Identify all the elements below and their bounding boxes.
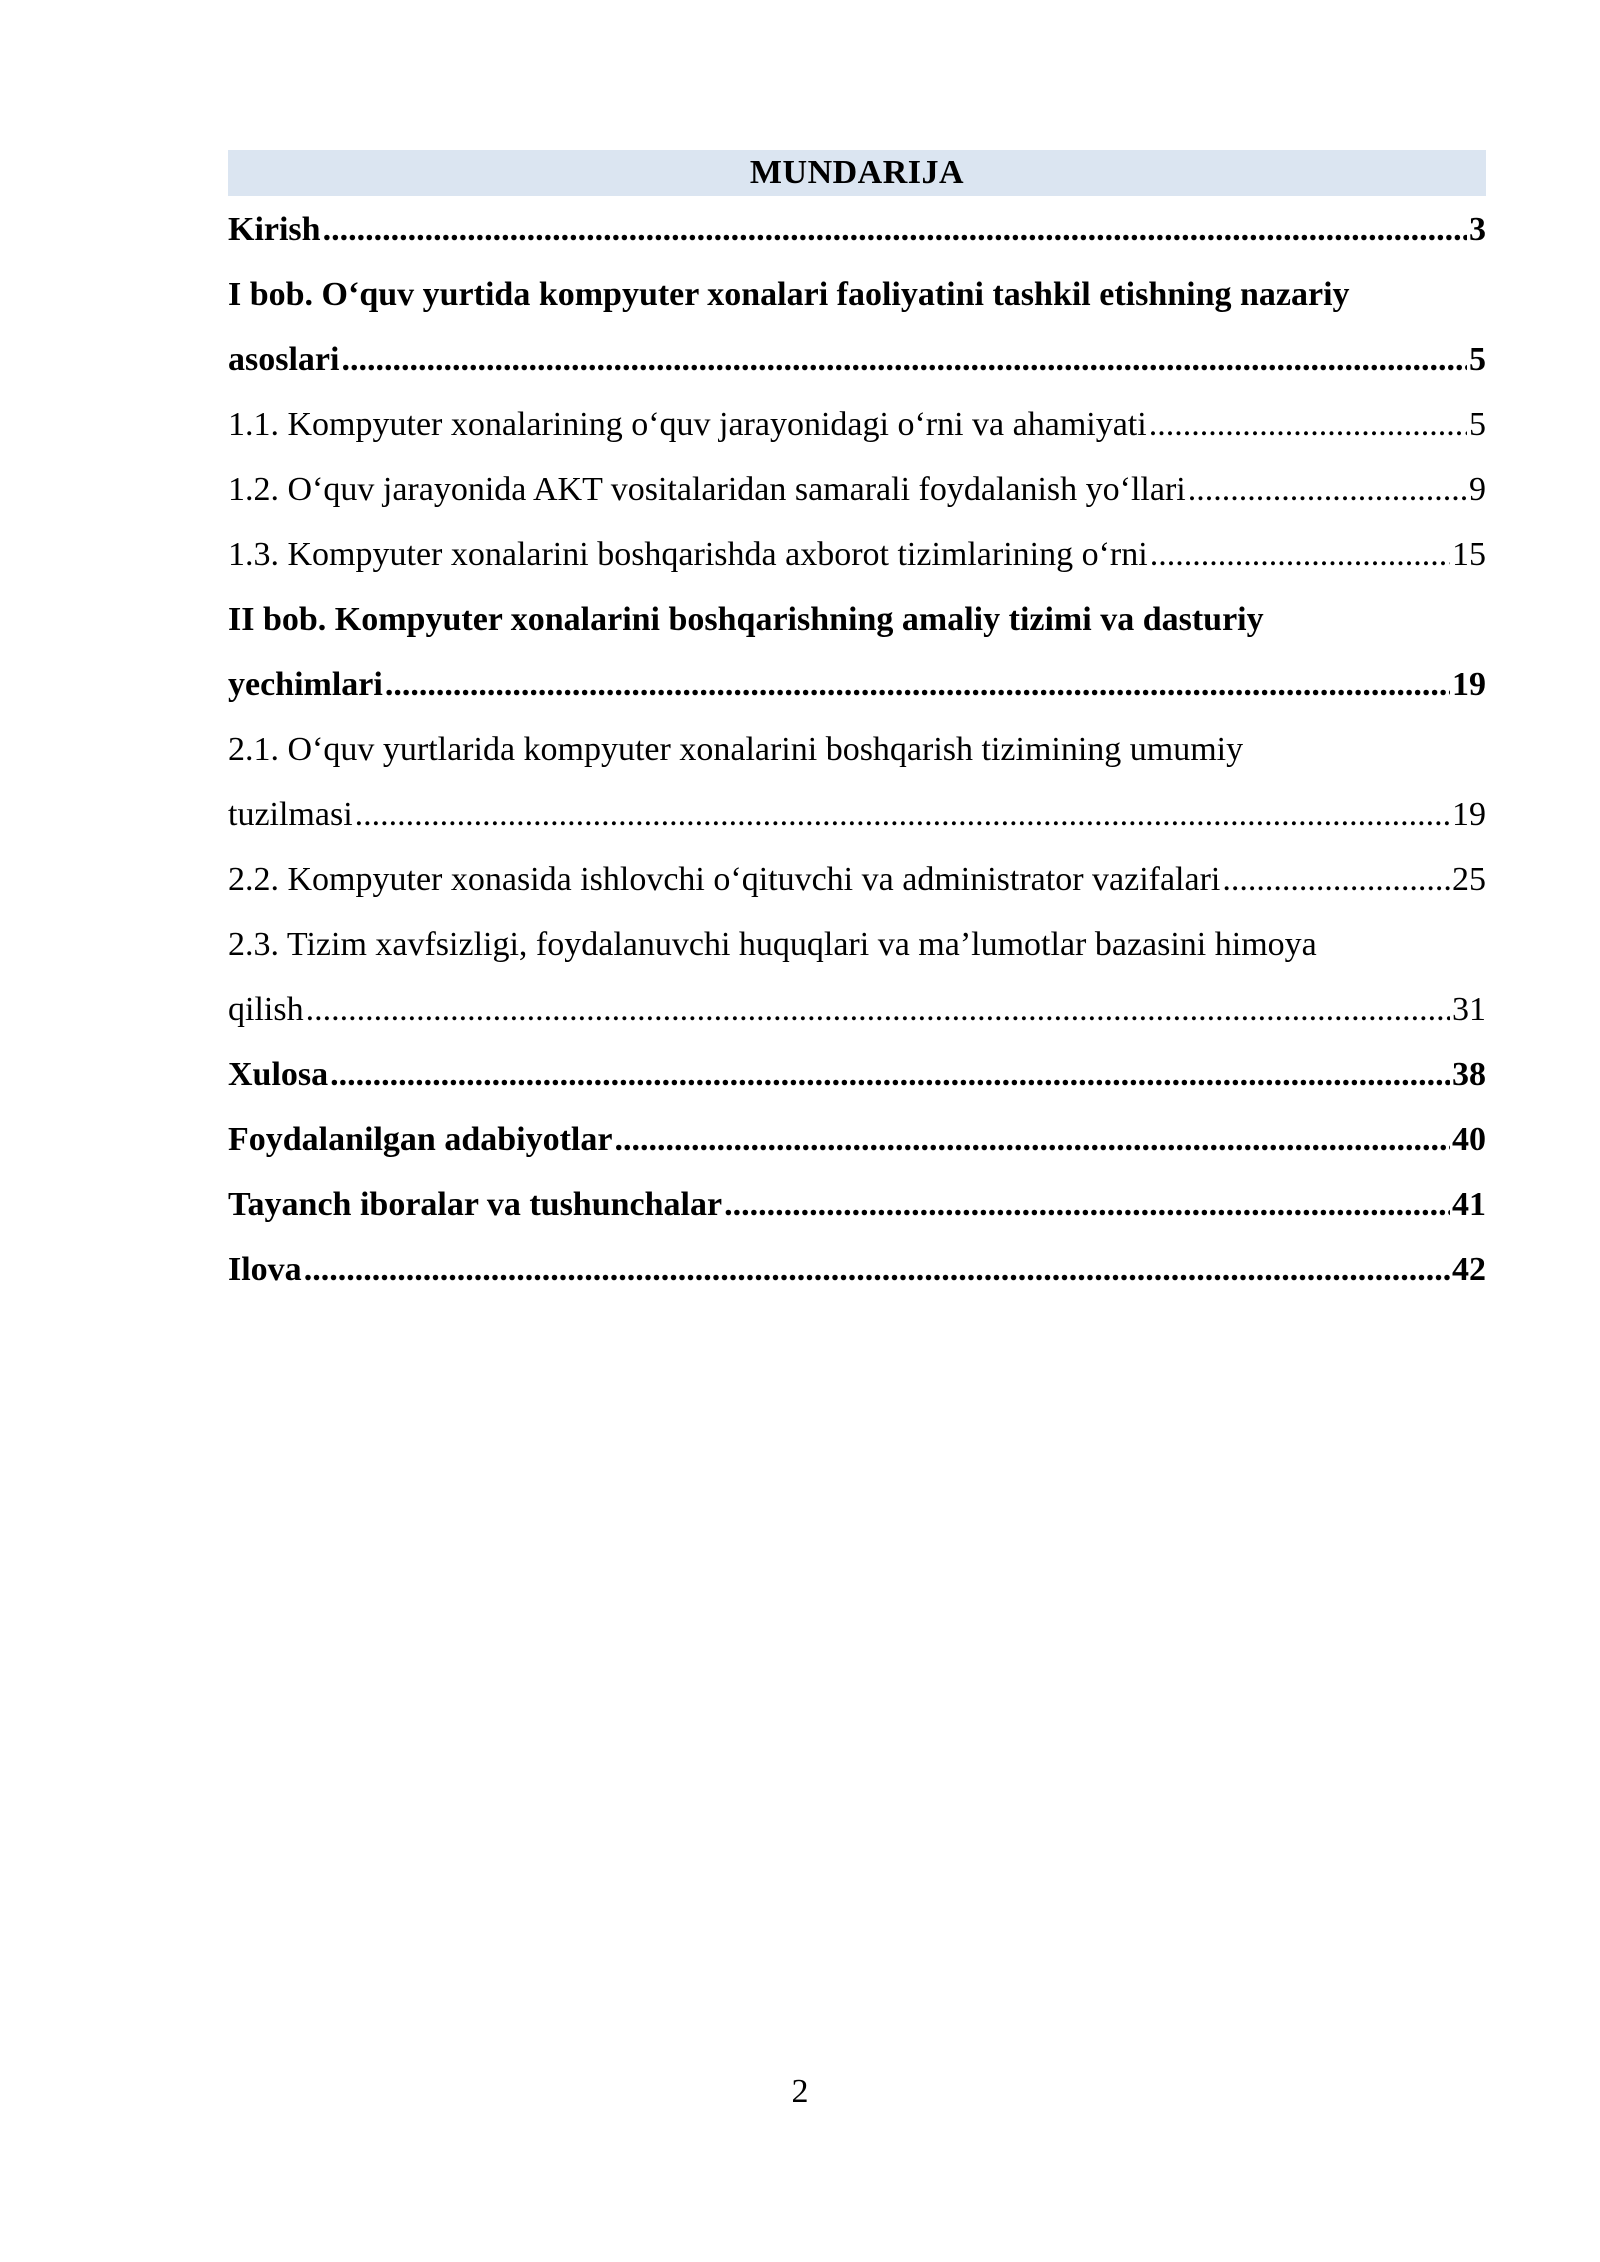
toc-entry-line xyxy=(228,652,1486,717)
toc-entry-page: 25 xyxy=(1452,861,1486,898)
toc-entry-page: 9 xyxy=(1469,471,1486,508)
dot-leader xyxy=(1188,457,1467,522)
toc-entry-label: Foydalanilgan adabiyotlar xyxy=(228,1121,613,1158)
toc-entry-page: 41 xyxy=(1452,1186,1486,1223)
toc-entry[interactable] xyxy=(228,847,1486,912)
toc-entry-line xyxy=(228,1172,1486,1237)
toc-entry-page: 38 xyxy=(1452,1056,1486,1093)
toc-entry-line xyxy=(228,977,1486,1042)
toc-entry-line xyxy=(228,847,1486,912)
toc-entry-page: 15 xyxy=(1452,536,1486,573)
dot-leader xyxy=(323,197,1467,262)
toc-entry[interactable] xyxy=(228,522,1486,587)
toc-entry[interactable] xyxy=(228,587,1486,717)
toc-entry-label: yechimlari xyxy=(228,666,383,703)
toc-entry-line xyxy=(228,197,1486,262)
toc-entry-line xyxy=(228,782,1486,847)
toc-entry-line xyxy=(228,1107,1486,1172)
toc-entry[interactable] xyxy=(228,1107,1486,1172)
toc-entry-page: 42 xyxy=(1452,1251,1486,1288)
toc-entry-label: 1.1. Kompyuter xonalarining o‘quv jarayonidagi o‘rni va ahamiyati xyxy=(228,406,1147,443)
toc-entry-page: 19 xyxy=(1452,796,1486,833)
dot-leader xyxy=(330,1042,1450,1107)
toc-entry-label: asoslari xyxy=(228,341,340,378)
toc-entry-label: 2.2. Kompyuter xonasida ishlovchi o‘qituvchi va administrator vazifalari xyxy=(228,861,1221,898)
toc-entry-label: Tayanch iboralar va tushunchalar xyxy=(228,1186,723,1223)
toc-entry-page: 3 xyxy=(1469,211,1486,248)
toc-entry-title-line: 2.3. Tizim xavfsizligi, foydalanuvchi huquqlari va ma’lumotlar bazasini himoya xyxy=(228,926,1317,963)
toc-entry-title-line: 2.1. O‘quv yurtlarida kompyuter xonalarini boshqarish tizimining umumiy xyxy=(228,731,1244,768)
toc-entry-page: 5 xyxy=(1469,406,1486,443)
toc-entry-line xyxy=(228,522,1486,587)
dot-leader xyxy=(306,977,1450,1042)
toc-entry-label: Kirish xyxy=(228,211,321,248)
toc-entry[interactable] xyxy=(228,457,1486,522)
toc-entry[interactable] xyxy=(228,1042,1486,1107)
page-number: 2 xyxy=(791,2073,809,2110)
toc-entry-page: 40 xyxy=(1452,1121,1486,1158)
dot-leader xyxy=(355,782,1450,847)
dot-leader xyxy=(1150,522,1450,587)
toc-entry[interactable] xyxy=(228,1237,1486,1302)
toc-entry-page: 19 xyxy=(1452,666,1486,703)
toc-entry-page: 31 xyxy=(1452,991,1486,1028)
toc-entries xyxy=(228,197,1486,1302)
dot-leader xyxy=(341,327,1467,392)
toc-entry-line xyxy=(228,327,1486,392)
dot-leader xyxy=(304,1237,1450,1302)
toc-entry-line xyxy=(228,392,1486,457)
toc-entry-title-line: I bob. O‘quv yurtida kompyuter xonalari faoliyatini tashkil etishning nazariy xyxy=(228,276,1350,313)
dot-leader xyxy=(614,1107,1450,1172)
toc-entry[interactable] xyxy=(228,717,1486,847)
toc-entry-line xyxy=(228,1237,1486,1302)
dot-leader xyxy=(724,1172,1450,1237)
toc-entry[interactable] xyxy=(228,262,1486,392)
dot-leader xyxy=(1149,392,1467,457)
toc-entry-label: Ilova xyxy=(228,1251,302,1288)
dot-leader xyxy=(1222,847,1450,912)
table-of-contents xyxy=(228,150,1486,1302)
toc-entry[interactable] xyxy=(228,1172,1486,1237)
toc-entry-line xyxy=(228,457,1486,522)
toc-entry-label: 1.3. Kompyuter xonalarini boshqarishda axborot tizimlarining o‘rni xyxy=(228,536,1148,573)
toc-heading: MUNDARIJA xyxy=(228,150,1486,196)
toc-entry[interactable] xyxy=(228,912,1486,1042)
toc-entry[interactable] xyxy=(228,392,1486,457)
dot-leader xyxy=(385,652,1450,717)
toc-entry-label: qilish xyxy=(228,991,304,1028)
toc-entry-label: tuzilmasi xyxy=(228,796,353,833)
toc-entry-title-line: II bob. Kompyuter xonalarini boshqarishning amaliy tizimi va dasturiy xyxy=(228,601,1264,638)
toc-entry-label: 1.2. O‘quv jarayonida AKT vositalaridan samarali foydalanish yo‘llari xyxy=(228,471,1186,508)
toc-entry-line xyxy=(228,1042,1486,1107)
toc-entry[interactable] xyxy=(228,197,1486,262)
toc-entry-page: 5 xyxy=(1469,341,1486,378)
toc-entry-label: Xulosa xyxy=(228,1056,329,1093)
